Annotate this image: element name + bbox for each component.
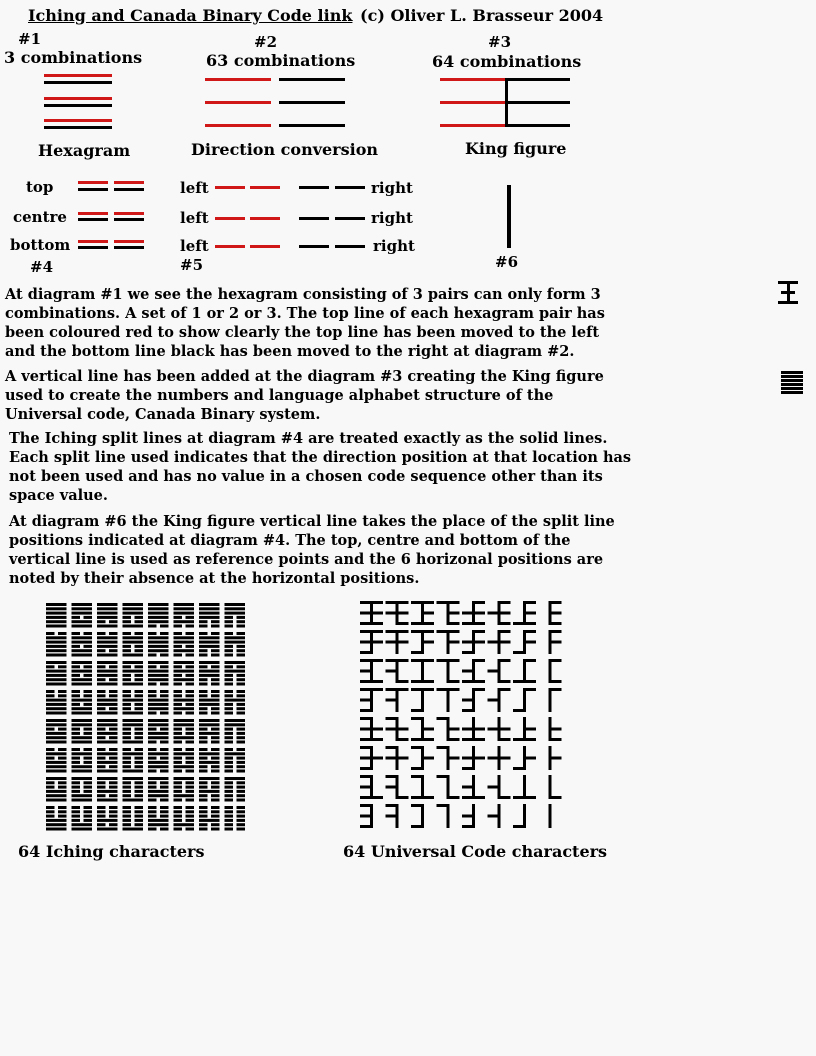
hexagram-pair-bottom (44, 119, 112, 129)
universal-code-character (411, 717, 434, 741)
iching-character (225, 632, 246, 657)
iching-character (97, 748, 118, 773)
iching-character (123, 632, 144, 657)
iching-character (123, 748, 144, 773)
diagram-1-caption: Hexagram (38, 141, 131, 160)
universal-code-character (360, 775, 383, 799)
universal-code-character (360, 601, 383, 625)
universal-code-character (437, 717, 460, 741)
universal-code-character (360, 630, 383, 654)
iching-character (123, 661, 144, 686)
iching-character (123, 603, 144, 628)
iching-character (72, 632, 93, 657)
universal-code-character (411, 746, 434, 770)
universal-code-character (437, 601, 460, 625)
iching-character (148, 748, 169, 773)
universal-code-character (360, 804, 373, 828)
iching-character (199, 719, 220, 744)
diagram-2-number: #2 (254, 33, 278, 51)
iching-character (123, 690, 144, 715)
diagram-5-right-3: right (373, 237, 415, 255)
iching-character (148, 603, 169, 628)
iching-character (46, 661, 67, 686)
iching-character (199, 748, 220, 773)
universal-code-character (386, 804, 399, 828)
diagram-5-split-lines (215, 186, 367, 250)
iching-character-grid (46, 603, 250, 833)
diagram-4-split-lines (78, 181, 146, 253)
iching-character (123, 806, 144, 831)
iching-character (97, 661, 118, 686)
paragraph-diagram-3: A vertical line has been added at the diagram #3 creating the King figure used to create the numbers and language alphabet structure of the Universal code, Canada Binary system. (5, 368, 604, 423)
diagram-1-heading: 3 combinations (4, 48, 143, 67)
copyright-notice: (c) Oliver L. Brasseur 2004 (360, 6, 604, 25)
universal-code-character (488, 630, 511, 654)
iching-character (225, 690, 246, 715)
universal-code-character (437, 659, 460, 683)
iching-character (97, 719, 118, 744)
diagram-5-left-2: left (180, 209, 209, 227)
diagram-5-left-3: left (180, 237, 209, 255)
universal-code-character (411, 775, 434, 799)
paragraph-diagram-6: At diagram #6 the King figure vertical line takes the place of the split line positions indicated at diagram #4. The top, centre and bottom of the vertical line is used as reference points and the 6 horizonal positions are noted by their absence at the horizontal positions. (9, 513, 615, 587)
universal-code-character (549, 746, 562, 770)
universal-code-character (462, 717, 485, 741)
diagram-2-caption: Direction conversion (191, 140, 378, 159)
universal-code-character (360, 688, 383, 712)
universal-code-character (513, 688, 536, 712)
diagram-3-heading: 64 combinations (432, 52, 582, 71)
iching-character (46, 690, 67, 715)
universal-code-character (488, 688, 511, 712)
iching-character (72, 806, 93, 831)
diagram-3-caption: King figure (465, 139, 567, 158)
iching-character (225, 603, 246, 628)
diagram-4-label-top: top (26, 178, 54, 196)
iching-character (199, 603, 220, 628)
universal-code-character (360, 659, 383, 683)
universal-code-character (386, 775, 409, 799)
iching-character (148, 690, 169, 715)
diagram-4-label-centre: centre (13, 208, 67, 226)
universal-code-character (437, 775, 460, 799)
king-figure-sample-icon (778, 281, 800, 305)
universal-code-character (462, 630, 485, 654)
iching-character (72, 690, 93, 715)
diagram-5-right-2: right (371, 209, 413, 227)
universal-code-character (386, 717, 409, 741)
iching-character (97, 690, 118, 715)
universal-code-character (462, 746, 485, 770)
diagram-1-hexagram (44, 74, 114, 134)
diagram-2-direction-conversion (205, 78, 347, 130)
iching-characters-caption: 64 Iching characters (18, 842, 205, 861)
diagram-4-label-bottom: bottom (10, 236, 71, 254)
iching-character (148, 661, 169, 686)
iching-character (174, 690, 195, 715)
iching-character (97, 603, 118, 628)
universal-code-character (513, 717, 536, 741)
universal-code-character (437, 688, 460, 712)
universal-code-character (488, 717, 511, 741)
iching-character (46, 632, 67, 657)
universal-code-character (513, 746, 536, 770)
universal-code-character (462, 775, 485, 799)
universal-code-character (386, 688, 409, 712)
universal-code-character (488, 775, 511, 799)
iching-character (148, 719, 169, 744)
universal-code-character (549, 775, 562, 799)
iching-character (72, 748, 93, 773)
iching-character (199, 632, 220, 657)
diagram-6-vertical-line (507, 185, 513, 249)
iching-character (72, 719, 93, 744)
iching-character (199, 777, 220, 802)
universal-code-character (462, 601, 485, 625)
iching-character (148, 777, 169, 802)
universal-code-character (386, 630, 409, 654)
paragraph-diagram-1: At diagram #1 we see the hexagram consisting of 3 pairs can only form 3 combinations. A set of 1 or 2 or 3. The top line of each hexagram pair has been coloured red to show clearly the top line has been moved to the left and the bottom line black has been moved to the right at diagram #2. (5, 286, 605, 360)
iching-character (148, 632, 169, 657)
universal-code-character (360, 717, 383, 741)
diagram-6-number: #6 (495, 253, 519, 271)
universal-code-character (549, 630, 562, 654)
universal-code-character (411, 688, 434, 712)
universal-code-character (513, 775, 536, 799)
paragraph-diagram-4: The Iching split lines at diagram #4 are treated exactly as the solid lines. Each split line used indicates that the direction position at that location has not been used and has no value in a chosen code sequence other than its space value. (9, 430, 632, 504)
universal-code-character (411, 804, 424, 828)
iching-character (174, 661, 195, 686)
iching-character (174, 603, 195, 628)
universal-code-character (386, 746, 409, 770)
iching-character (46, 777, 67, 802)
iching-character (72, 603, 93, 628)
universal-code-character (462, 659, 485, 683)
universal-code-character (437, 746, 460, 770)
iching-character (199, 690, 220, 715)
universal-code-character (488, 659, 511, 683)
universal-code-character (513, 659, 536, 683)
iching-character (174, 777, 195, 802)
universal-code-character (488, 746, 511, 770)
hexagram-sample-icon (781, 371, 805, 395)
universal-code-character (513, 630, 536, 654)
diagram-3-king-figure (440, 78, 572, 130)
iching-character (199, 806, 220, 831)
diagram-5-number: #5 (180, 256, 204, 274)
iching-character (123, 777, 144, 802)
iching-character (199, 661, 220, 686)
universal-code-character (549, 659, 562, 683)
diagram-1-number: #1 (18, 30, 42, 48)
universal-code-character (411, 601, 434, 625)
diagram-3-number: #3 (488, 33, 512, 51)
universal-code-character (411, 630, 434, 654)
diagram-4-number: #4 (30, 258, 54, 276)
diagram-5-left-1: left (180, 179, 209, 197)
universal-code-character (549, 804, 552, 828)
universal-code-character (411, 659, 434, 683)
hexagram-pair-top (44, 74, 112, 84)
universal-code-character (360, 746, 383, 770)
iching-character (225, 719, 246, 744)
universal-code-character (386, 659, 409, 683)
diagram-2-heading: 63 combinations (206, 51, 356, 70)
hexagram-pair-centre (44, 97, 112, 107)
iching-character (46, 748, 67, 773)
iching-character (225, 806, 246, 831)
universal-code-character (437, 630, 460, 654)
iching-character (46, 719, 67, 744)
iching-character (72, 661, 93, 686)
iching-character (97, 806, 118, 831)
universal-code-character (549, 717, 562, 741)
universal-code-character-grid (358, 601, 564, 831)
universal-code-character (513, 804, 526, 828)
universal-code-character (549, 688, 562, 712)
universal-code-characters-caption: 64 Universal Code characters (343, 842, 608, 861)
universal-code-character (462, 804, 475, 828)
universal-code-character (513, 601, 536, 625)
iching-character (174, 632, 195, 657)
iching-character (97, 777, 118, 802)
universal-code-character (549, 601, 562, 625)
iching-character (46, 603, 67, 628)
page-title: Iching and Canada Binary Code link (28, 6, 353, 25)
universal-code-character (437, 804, 450, 828)
universal-code-character (488, 804, 501, 828)
iching-character (174, 806, 195, 831)
iching-character (225, 748, 246, 773)
universal-code-character (386, 601, 409, 625)
universal-code-character (462, 688, 485, 712)
iching-character (97, 632, 118, 657)
iching-character (148, 806, 169, 831)
iching-character (123, 719, 144, 744)
iching-character (225, 661, 246, 686)
iching-character (225, 777, 246, 802)
iching-character (46, 806, 67, 831)
iching-character (174, 748, 195, 773)
universal-code-character (488, 601, 511, 625)
diagram-5-right-1: right (371, 179, 413, 197)
iching-character (174, 719, 195, 744)
iching-character (72, 777, 93, 802)
